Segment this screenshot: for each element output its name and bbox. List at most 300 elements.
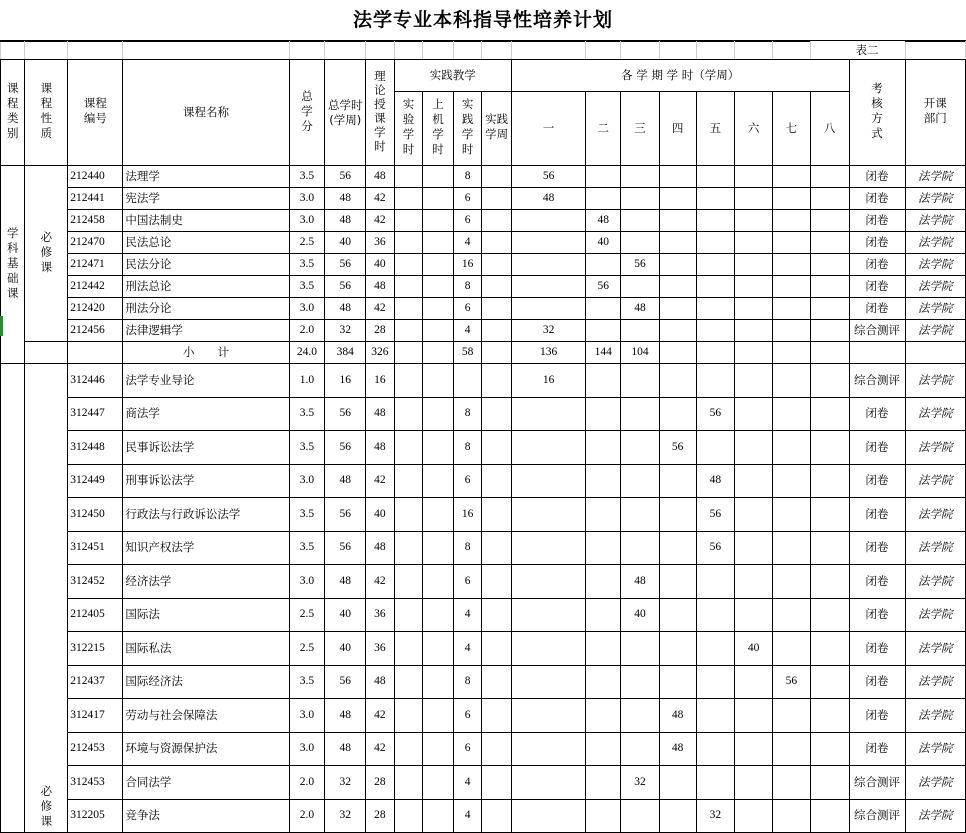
- course-sem-1: [511, 531, 585, 565]
- course-sem-6: [735, 531, 773, 565]
- course-practice: [453, 364, 482, 398]
- course-theory: 28: [366, 320, 395, 342]
- course-exam: 闭卷: [849, 166, 905, 188]
- course-practice-weeks: [482, 464, 512, 498]
- course-name: 民法总论: [123, 232, 289, 254]
- course-sem-4: [659, 665, 696, 699]
- subtotal-credits: 24.0: [289, 342, 325, 364]
- course-hours: 48: [325, 298, 366, 320]
- table-row: [1, 254, 966, 276]
- course-practice: 4: [453, 799, 482, 833]
- header-exam: 考核方式: [849, 60, 905, 166]
- course-credits: 3.0: [289, 188, 325, 210]
- subtotal-sem-1: 136: [511, 342, 585, 364]
- course-sem-1: [511, 431, 585, 465]
- course-sem-5: [696, 320, 735, 342]
- course-theory: 48: [366, 431, 395, 465]
- table-row: [1, 632, 966, 666]
- course-experiment: [394, 232, 423, 254]
- course-hours: 32: [325, 320, 366, 342]
- course-computer: [423, 732, 454, 766]
- course-dept: 法学院: [905, 665, 965, 699]
- course-theory: 48: [366, 531, 395, 565]
- course-sem-3: [621, 364, 660, 398]
- subtotal-practice-weeks: [482, 342, 512, 364]
- course-hours: 56: [325, 397, 366, 431]
- course-sem-8: [810, 298, 849, 320]
- course-experiment: [394, 166, 423, 188]
- course-sem-3: [621, 166, 660, 188]
- course-sem-2: [586, 665, 621, 699]
- course-computer: [423, 799, 454, 833]
- course-sem-5: [696, 210, 735, 232]
- course-sem-5: [696, 166, 735, 188]
- course-experiment: [394, 464, 423, 498]
- course-sem-2: 56: [586, 276, 621, 298]
- course-sem-1: [511, 598, 585, 632]
- course-practice-weeks: [482, 364, 512, 398]
- course-sem-3: 40: [621, 598, 660, 632]
- course-experiment: [394, 498, 423, 532]
- course-code: 212405: [68, 598, 123, 632]
- course-dept: 法学院: [905, 276, 965, 298]
- course-practice-weeks: [482, 320, 512, 342]
- course-sem-2: [586, 166, 621, 188]
- course-sem-6: [735, 732, 773, 766]
- course-experiment: [394, 699, 423, 733]
- category-cell: 学科基础课: [1, 166, 25, 364]
- course-experiment: [394, 364, 423, 398]
- table-row: [1, 699, 966, 733]
- course-exam: 闭卷: [849, 188, 905, 210]
- course-sem-3: 32: [621, 766, 660, 800]
- course-code: 312452: [68, 565, 123, 599]
- table-row: [1, 598, 966, 632]
- course-sem-7: [773, 232, 811, 254]
- course-sem-3: [621, 632, 660, 666]
- course-sem-5: 56: [696, 397, 735, 431]
- header-computer: 上机学时: [423, 92, 454, 166]
- table-row: [1, 276, 966, 298]
- course-sem-1: 48: [511, 188, 585, 210]
- course-computer: [423, 188, 454, 210]
- course-code: 312448: [68, 431, 123, 465]
- course-sem-4: [659, 210, 696, 232]
- course-sem-7: [773, 276, 811, 298]
- course-sem-6: [735, 210, 773, 232]
- course-sem-5: [696, 276, 735, 298]
- header-sem-5: 五: [696, 92, 735, 166]
- course-computer: [423, 498, 454, 532]
- course-computer: [423, 397, 454, 431]
- course-practice-weeks: [482, 699, 512, 733]
- course-practice: 6: [453, 210, 482, 232]
- course-dept: 法学院: [905, 598, 965, 632]
- course-credits: 3.0: [289, 732, 325, 766]
- course-experiment: [394, 431, 423, 465]
- course-exam: 闭卷: [849, 598, 905, 632]
- subtotal-experiment: [394, 342, 423, 364]
- course-practice-weeks: [482, 598, 512, 632]
- course-name: 民法分论: [123, 254, 289, 276]
- course-name: 宪法学: [123, 188, 289, 210]
- course-hours: 48: [325, 699, 366, 733]
- course-sem-1: [511, 276, 585, 298]
- course-credits: 1.0: [289, 364, 325, 398]
- course-sem-7: 56: [773, 665, 811, 699]
- course-credits: 2.5: [289, 232, 325, 254]
- subtotal-practice: 58: [453, 342, 482, 364]
- course-sem-7: [773, 799, 811, 833]
- course-sem-2: [586, 298, 621, 320]
- course-computer: [423, 364, 454, 398]
- course-sem-6: [735, 799, 773, 833]
- course-sem-2: 40: [586, 232, 621, 254]
- course-sem-3: 48: [621, 298, 660, 320]
- course-computer: [423, 699, 454, 733]
- course-hours: 56: [325, 665, 366, 699]
- course-code: 212420: [68, 298, 123, 320]
- course-sem-6: [735, 188, 773, 210]
- course-name: 知识产权法学: [123, 531, 289, 565]
- course-practice-weeks: [482, 210, 512, 232]
- course-sem-4: [659, 632, 696, 666]
- table-row: [1, 431, 966, 465]
- course-practice-weeks: [482, 254, 512, 276]
- course-credits: 3.0: [289, 699, 325, 733]
- course-sem-1: [511, 799, 585, 833]
- course-code: 312446: [68, 364, 123, 398]
- header-experiment: 实验学时: [394, 92, 423, 166]
- course-name: 国际私法: [123, 632, 289, 666]
- table-row: [1, 766, 966, 800]
- course-sem-2: [586, 364, 621, 398]
- course-name: 中国法制史: [123, 210, 289, 232]
- course-sem-7: [773, 431, 811, 465]
- course-sem-3: [621, 699, 660, 733]
- course-sem-2: [586, 254, 621, 276]
- subtotal-sem-3: 104: [621, 342, 660, 364]
- course-exam: 闭卷: [849, 732, 905, 766]
- course-theory: 28: [366, 766, 395, 800]
- table-row: [1, 166, 966, 188]
- course-experiment: [394, 254, 423, 276]
- course-sem-2: [586, 799, 621, 833]
- course-code: 212437: [68, 665, 123, 699]
- course-sem-6: [735, 232, 773, 254]
- course-sem-1: [511, 632, 585, 666]
- course-sem-1: [511, 397, 585, 431]
- table-row: [1, 799, 966, 833]
- course-hours: 56: [325, 498, 366, 532]
- course-code: 212453: [68, 732, 123, 766]
- course-hours: 48: [325, 210, 366, 232]
- course-practice: 6: [453, 188, 482, 210]
- course-name: 法理学: [123, 166, 289, 188]
- header-practice-hours: 实践学时: [453, 92, 482, 166]
- course-practice: 4: [453, 232, 482, 254]
- course-sem-3: [621, 799, 660, 833]
- course-practice: 4: [453, 766, 482, 800]
- course-computer: [423, 531, 454, 565]
- course-practice: 6: [453, 565, 482, 599]
- course-sem-4: [659, 254, 696, 276]
- category-cell: [1, 364, 25, 833]
- course-sem-2: [586, 431, 621, 465]
- course-sem-6: [735, 320, 773, 342]
- course-sem-3: [621, 320, 660, 342]
- subtotal-theory: 326: [366, 342, 395, 364]
- course-sem-1: [511, 210, 585, 232]
- course-sem-8: [810, 699, 849, 733]
- course-sem-4: [659, 364, 696, 398]
- course-credits: 3.5: [289, 397, 325, 431]
- course-dept: 法学院: [905, 431, 965, 465]
- course-exam: 闭卷: [849, 232, 905, 254]
- course-sem-1: [511, 766, 585, 800]
- course-sem-4: [659, 166, 696, 188]
- header-dept: 开课部门: [905, 60, 965, 166]
- table-row: [1, 464, 966, 498]
- course-code: 312447: [68, 397, 123, 431]
- course-theory: 28: [366, 799, 395, 833]
- course-exam: 闭卷: [849, 464, 905, 498]
- course-computer: [423, 166, 454, 188]
- course-credits: 2.5: [289, 632, 325, 666]
- course-sem-2: [586, 598, 621, 632]
- course-sem-1: [511, 498, 585, 532]
- course-name: 行政法与行政诉讼法学: [123, 498, 289, 532]
- course-hours: 48: [325, 188, 366, 210]
- course-credits: 3.5: [289, 665, 325, 699]
- course-dept: 法学院: [905, 732, 965, 766]
- course-experiment: [394, 298, 423, 320]
- course-sem-7: [773, 565, 811, 599]
- subtotal-exam: [849, 342, 905, 364]
- course-sem-8: [810, 531, 849, 565]
- course-experiment: [394, 188, 423, 210]
- course-exam: 闭卷: [849, 210, 905, 232]
- course-hours: 48: [325, 464, 366, 498]
- course-sem-3: 48: [621, 565, 660, 599]
- course-sem-3: [621, 188, 660, 210]
- course-name: 经济法学: [123, 565, 289, 599]
- course-sem-7: [773, 464, 811, 498]
- course-credits: 2.0: [289, 766, 325, 800]
- header-sem-1: 一: [511, 92, 585, 166]
- course-exam: 闭卷: [849, 665, 905, 699]
- header-code: 课程编号: [68, 60, 123, 166]
- course-sem-8: [810, 565, 849, 599]
- course-practice: 8: [453, 531, 482, 565]
- subtotal-sem-6: [735, 342, 773, 364]
- header-semesters: 各 学 期 学 时（学周）: [511, 60, 849, 92]
- course-practice-weeks: [482, 565, 512, 599]
- course-computer: [423, 210, 454, 232]
- course-code: 212440: [68, 166, 123, 188]
- course-practice-weeks: [482, 188, 512, 210]
- course-hours: 56: [325, 254, 366, 276]
- course-sem-2: [586, 531, 621, 565]
- subtotal-nature: [25, 342, 68, 364]
- course-sem-4: [659, 232, 696, 254]
- course-sem-4: [659, 464, 696, 498]
- course-practice-weeks: [482, 276, 512, 298]
- course-sem-7: [773, 364, 811, 398]
- subtotal-sem-2: 144: [586, 342, 621, 364]
- subtotal-sem-8: [810, 342, 849, 364]
- course-sem-1: [511, 665, 585, 699]
- course-sem-8: [810, 431, 849, 465]
- course-sem-8: [810, 397, 849, 431]
- course-sem-4: [659, 766, 696, 800]
- header-theory-hours: 理论授课学时: [366, 60, 395, 166]
- subtotal-row: [1, 342, 966, 364]
- course-name: 国际法: [123, 598, 289, 632]
- course-name: 国际经济法: [123, 665, 289, 699]
- course-sem-8: [810, 732, 849, 766]
- course-hours: 40: [325, 632, 366, 666]
- course-sem-1: [511, 565, 585, 599]
- course-name: 民事诉讼法学: [123, 431, 289, 465]
- course-sem-7: [773, 531, 811, 565]
- course-sem-7: [773, 254, 811, 276]
- course-code: 212441: [68, 188, 123, 210]
- header-sem-4: 四: [659, 92, 696, 166]
- course-dept: 法学院: [905, 320, 965, 342]
- course-practice-weeks: [482, 732, 512, 766]
- course-sem-8: [810, 766, 849, 800]
- course-sem-6: [735, 397, 773, 431]
- table-row: [1, 498, 966, 532]
- course-practice-weeks: [482, 431, 512, 465]
- header-sem-2: 二: [586, 92, 621, 166]
- course-credits: 3.5: [289, 166, 325, 188]
- course-sem-3: [621, 232, 660, 254]
- course-credits: 2.0: [289, 320, 325, 342]
- course-hours: 40: [325, 598, 366, 632]
- course-sem-2: 48: [586, 210, 621, 232]
- course-sem-1: [511, 232, 585, 254]
- table-label: 表二: [855, 42, 879, 57]
- course-dept: 法学院: [905, 531, 965, 565]
- course-exam: 闭卷: [849, 276, 905, 298]
- course-sem-6: [735, 464, 773, 498]
- course-name: 法学专业导论: [123, 364, 289, 398]
- course-sem-1: [511, 732, 585, 766]
- course-sem-8: [810, 254, 849, 276]
- course-sem-4: [659, 397, 696, 431]
- course-sem-2: [586, 565, 621, 599]
- course-theory: 40: [366, 254, 395, 276]
- course-exam: 综合测评: [849, 320, 905, 342]
- course-sem-4: [659, 531, 696, 565]
- table-row: [1, 665, 966, 699]
- course-code: 312449: [68, 464, 123, 498]
- course-dept: 法学院: [905, 232, 965, 254]
- course-sem-3: [621, 397, 660, 431]
- course-sem-4: [659, 498, 696, 532]
- course-dept: 法学院: [905, 699, 965, 733]
- header-name: 课程名称: [123, 60, 289, 166]
- course-experiment: [394, 320, 423, 342]
- curriculum-table: [0, 41, 966, 833]
- course-sem-4: [659, 799, 696, 833]
- subtotal-sem-5: [696, 342, 735, 364]
- course-sem-5: [696, 766, 735, 800]
- course-theory: 36: [366, 232, 395, 254]
- course-sem-6: [735, 364, 773, 398]
- course-code: 312453: [68, 766, 123, 800]
- course-experiment: [394, 665, 423, 699]
- header-total-hours: 总学时(学周): [325, 60, 366, 166]
- course-dept: 法学院: [905, 498, 965, 532]
- course-sem-6: [735, 166, 773, 188]
- course-hours: 56: [325, 276, 366, 298]
- subtotal-label: 小 计: [123, 342, 289, 364]
- header-credits: 总学分: [289, 60, 325, 166]
- course-exam: 闭卷: [849, 431, 905, 465]
- course-theory: 36: [366, 632, 395, 666]
- course-experiment: [394, 210, 423, 232]
- course-sem-1: 56: [511, 166, 585, 188]
- course-sem-2: [586, 766, 621, 800]
- course-practice: 8: [453, 166, 482, 188]
- course-computer: [423, 665, 454, 699]
- course-name: 刑法分论: [123, 298, 289, 320]
- course-name: 劳动与社会保障法: [123, 699, 289, 733]
- course-credits: 3.5: [289, 254, 325, 276]
- course-sem-1: 32: [511, 320, 585, 342]
- course-sem-7: [773, 166, 811, 188]
- course-hours: 48: [325, 565, 366, 599]
- table-row: [1, 298, 966, 320]
- course-hours: 16: [325, 364, 366, 398]
- course-sem-6: [735, 665, 773, 699]
- course-sem-1: [511, 298, 585, 320]
- course-theory: 16: [366, 364, 395, 398]
- course-sem-8: [810, 320, 849, 342]
- course-practice: 8: [453, 276, 482, 298]
- course-practice: 6: [453, 732, 482, 766]
- course-name: 竞争法: [123, 799, 289, 833]
- course-name: 法律逻辑学: [123, 320, 289, 342]
- course-sem-8: [810, 210, 849, 232]
- course-sem-2: [586, 464, 621, 498]
- course-sem-2: [586, 732, 621, 766]
- course-sem-4: [659, 188, 696, 210]
- course-theory: 42: [366, 464, 395, 498]
- course-sem-4: [659, 320, 696, 342]
- table-row: [1, 732, 966, 766]
- course-name: 刑事诉讼法学: [123, 464, 289, 498]
- course-sem-2: [586, 699, 621, 733]
- course-sem-7: [773, 699, 811, 733]
- course-sem-7: [773, 498, 811, 532]
- course-experiment: [394, 732, 423, 766]
- course-sem-5: [696, 699, 735, 733]
- course-sem-5: [696, 254, 735, 276]
- course-sem-7: [773, 598, 811, 632]
- course-computer: [423, 632, 454, 666]
- course-sem-2: [586, 632, 621, 666]
- course-exam: 闭卷: [849, 298, 905, 320]
- page-title: 法学专业本科指导性培养计划: [0, 0, 966, 41]
- course-sem-5: [696, 298, 735, 320]
- course-experiment: [394, 799, 423, 833]
- table-row: [1, 397, 966, 431]
- header-nature: 课程性质: [25, 60, 68, 166]
